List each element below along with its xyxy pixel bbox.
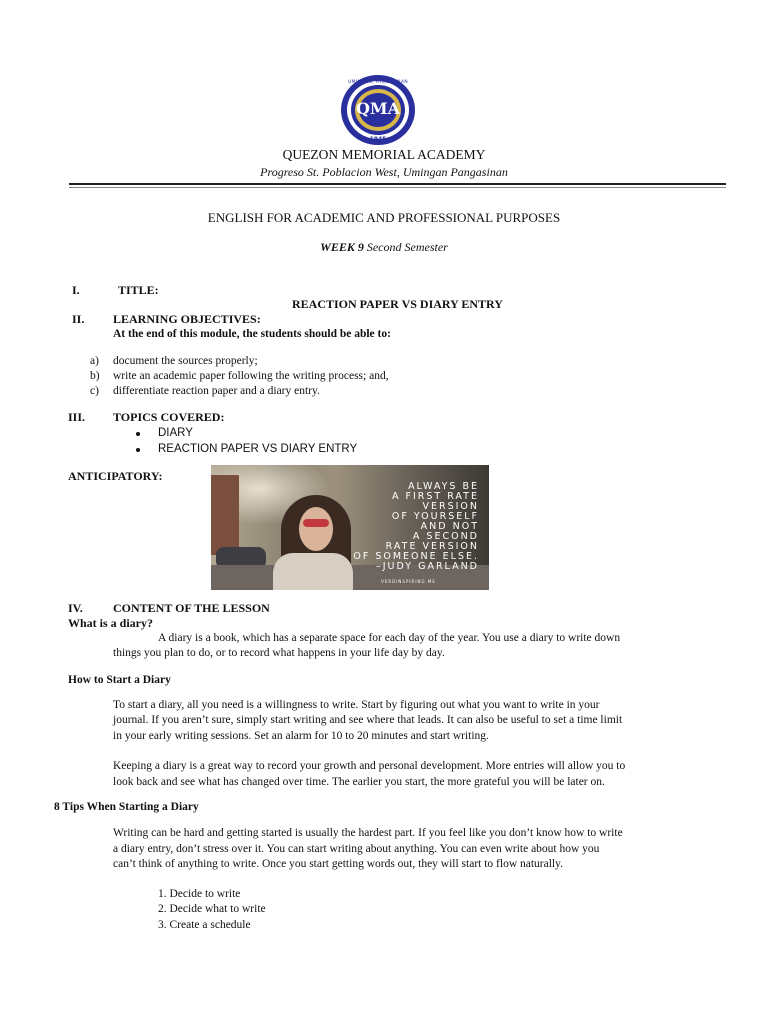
week-label: WEEK 9	[320, 240, 364, 254]
tips-heading: 8 Tips When Starting a Diary	[54, 801, 199, 813]
quote-line: A FIRST RATE	[391, 491, 479, 502]
tips-list-item: 3. Create a schedule	[158, 919, 251, 931]
seal-initials: QMA	[355, 99, 401, 118]
start-heading: How to Start a Diary	[68, 674, 171, 686]
bullet-icon	[136, 448, 140, 452]
quote-line: OF YOURSELF	[391, 511, 479, 522]
semester-label: Second Semester	[366, 240, 448, 254]
section-3-number: III.	[68, 410, 86, 424]
section-4-number: IV.	[68, 601, 83, 615]
tips-list-item: 1. Decide to write	[158, 888, 241, 900]
seal-year: 1945	[369, 136, 387, 143]
objective-marker: b)	[90, 370, 100, 382]
paragraph-line: things you plan to do, or to record what happens in your life day by day.	[113, 647, 445, 659]
paragraph-line: a diary entry, don’t stress over it. You can start writing about anything. You can even write about how you	[113, 843, 600, 855]
course-week	[0, 240, 768, 255]
quote-line: OF SOMEONE ELSE.	[353, 551, 479, 562]
paragraph-line: journal. If you aren’t sure, simply start writing and see where that leads. It can also be useful to set a time limit	[113, 714, 623, 726]
school-seal	[340, 74, 416, 146]
paragraph-line: A diary is a book, which has a separate space for each day of the year. You use a diary to write down	[158, 632, 621, 644]
paragraph-line: Keeping a diary is a great way to record your growth and personal development. More entries will allow you to	[113, 760, 626, 772]
school-address: Progreso St. Poblacion West, Umingan Pangasinan	[260, 165, 508, 179]
topic-item: DIARY	[158, 427, 193, 439]
topic-item: REACTION PAPER VS DIARY ENTRY	[158, 443, 358, 455]
photo-sunglasses	[303, 519, 329, 527]
school-name: QUEZON MEMORIAL ACADEMY	[282, 147, 486, 162]
photo-person-body	[273, 553, 353, 590]
paragraph-line: can’t think of anything to write. Once you start getting words out, they will start to flow naturally.	[113, 858, 564, 870]
paragraph-line: To start a diary, all you need is a willingness to write. Start by figuring out what you want to write in your	[113, 699, 600, 711]
header-rule	[69, 183, 726, 185]
paragraph-line: look back and see what has changed over time. The earlier you start, the more grateful you will be later on.	[113, 776, 605, 788]
objective-marker: c)	[90, 385, 99, 397]
quote-line: A SECOND	[412, 531, 479, 542]
photo-watermark: VERDINSPIRING.ME	[381, 579, 436, 584]
paragraph-line: in your early writing sessions. Set an alarm for 10 to 20 minutes and start writing.	[113, 730, 489, 742]
lesson-title: REACTION PAPER VS DIARY ENTRY	[292, 297, 503, 311]
section-2-label: LEARNING OBJECTIVES:	[113, 312, 261, 326]
course-title: ENGLISH FOR ACADEMIC AND PROFESSIONAL PURPOSES	[207, 210, 561, 225]
header-rule-thin	[69, 187, 726, 188]
objective-text: write an academic paper following the writing process; and,	[113, 370, 389, 382]
quote-line: –JUDY GARLAND	[375, 561, 479, 572]
seal-top-text: UMINGAN, PANGASINAN	[348, 80, 408, 85]
section-1-number: I.	[72, 283, 80, 297]
diary-heading: What is a diary?	[68, 616, 154, 630]
bullet-icon	[136, 432, 140, 436]
photo-building	[211, 475, 239, 555]
section-1-label: TITLE:	[118, 283, 159, 297]
objective-text: differentiate reaction paper and a diary entry.	[113, 385, 320, 397]
quote-line: RATE VERSION	[385, 541, 479, 552]
quote-line: ALWAYS BE	[408, 481, 479, 492]
quote-line: VERSION	[422, 501, 479, 512]
objective-text: document the sources properly;	[113, 355, 258, 367]
quote-line: AND NOT	[420, 521, 479, 532]
section-4-label: CONTENT OF THE LESSON	[113, 601, 270, 615]
paragraph-line: Writing can be hard and getting started is usually the hardest part. If you feel like you don’t know how to write	[113, 827, 623, 839]
objective-marker: a)	[90, 355, 99, 367]
anticipatory-label: ANTICIPATORY:	[68, 469, 163, 483]
section-2-number: II.	[72, 312, 85, 326]
objectives-intro: At the end of this module, the students should be able to:	[113, 328, 391, 340]
section-3-label: TOPICS COVERED:	[113, 410, 225, 424]
photo-person-face	[299, 507, 333, 551]
quote-photo	[211, 465, 489, 590]
tips-list-item: 2. Decide what to write	[158, 903, 266, 915]
